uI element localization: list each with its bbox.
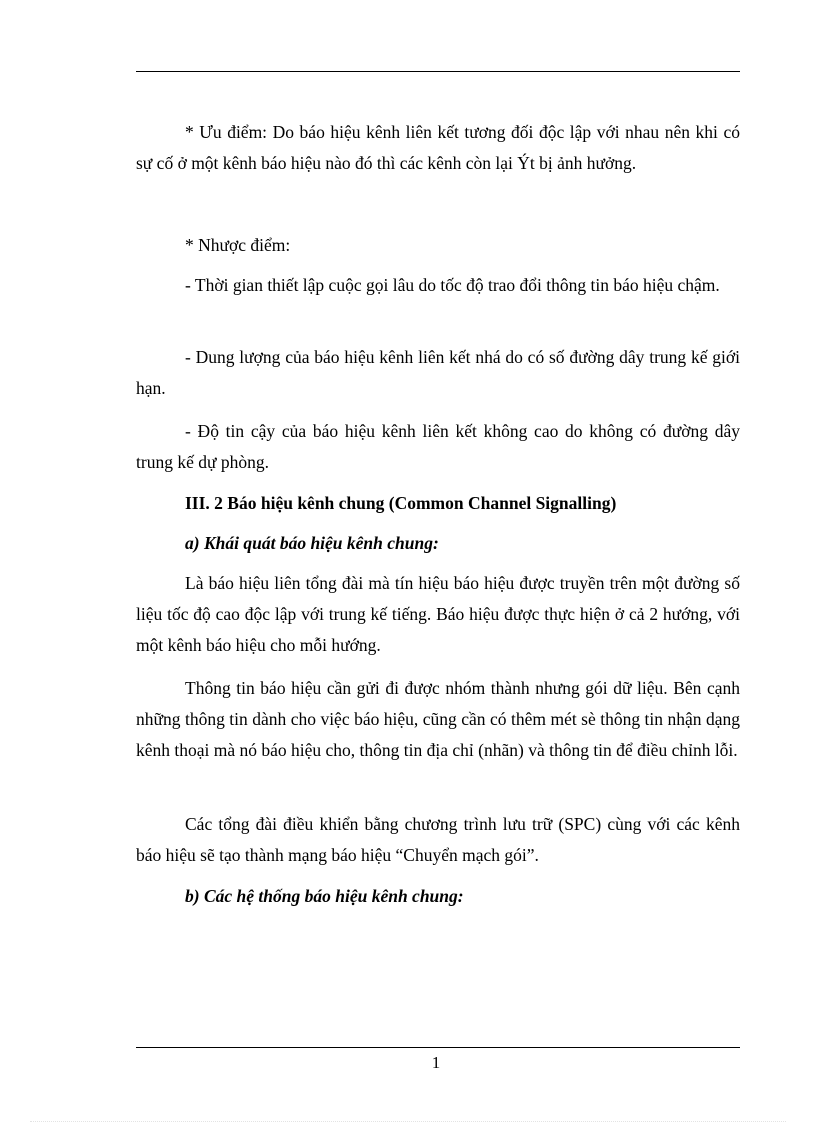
subheading-b: b) Các hệ thống báo hiệu kênh chung: [185,886,464,906]
footer-rule [136,1047,740,1048]
page-edge-dots [30,1121,786,1122]
page-number: 1 [431,1053,441,1072]
paragraph-advantages: * Ưu điểm: Do báo hiệu kênh liên kết tương đối độc lập với nhau nên khi có sự cố ở một kênh báo hiệu nào đó thì các kênh còn lại Ýt bị ảnh hưởng. [136,122,740,173]
paragraph-intro: Là báo hiệu liên tổng đài mà tín hiệu báo hiệu được truyền trên một đường số liệu tốc độ cao độc lập với trung kế tiếng. Báo hiệu được thực hiện ở cả 2 hướng, với một kênh báo hiệu cho mỗi hướng. [136,573,740,655]
paragraph-spc: Các tổng đài điều khiển bằng chương trình lưu trữ (SPC) cùng với các kênh báo hiệu sẽ tạo thành mạng báo hiệu “Chuyển mạch gói”. [136,814,740,865]
disadvantages-heading: * Nhược điểm: [185,235,291,255]
paragraph-packets: Thông tin báo hiệu cần gửi đi được nhóm thành nhưng gói dữ liệu. Bên cạnh những thông tin dành cho việc báo hiệu, cũng cần có thêm mét sè thông tin nhận dạng kênh thoại mà nó báo hiệu cho, thông tin địa chỉ (nhãn) và thông tin để điều chỉnh lỗi. [136,678,740,760]
subheading-a: a) Khái quát báo hiệu kênh chung: [185,533,439,553]
section-heading: III. 2 Báo hiệu kênh chung (Common Channel Signalling) [185,493,617,513]
header-rule [136,71,740,72]
paragraph-disadvantage-1: - Thời gian thiết lập cuộc gọi lâu do tốc độ trao đổi thông tin báo hiệu chậm. [185,275,720,295]
paragraph-disadvantage-2: - Dung lượng của báo hiệu kênh liên kết nhá do có số đường dây trung kế giới hạn. [136,347,740,398]
paragraph-disadvantage-3: - Độ tin cậy của báo hiệu kênh liên kết không cao do không có đường dây trung kế dự phòng. [136,421,740,472]
